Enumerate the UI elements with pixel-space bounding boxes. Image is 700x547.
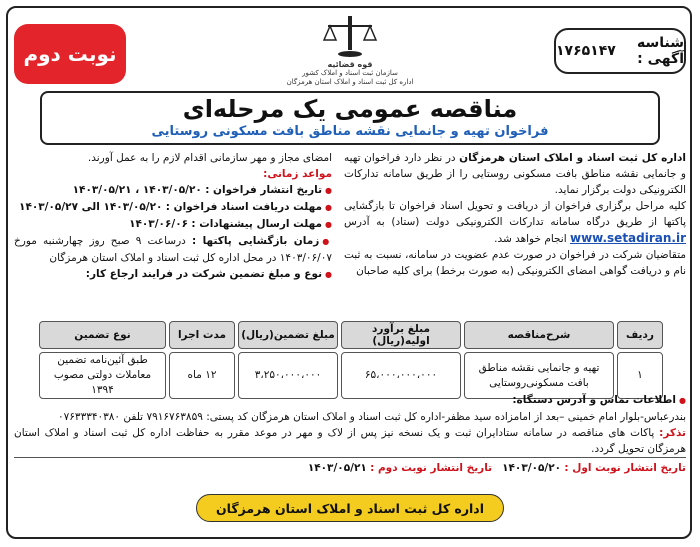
title-box — [40, 91, 660, 145]
documents-value: ۱۴۰۳/۰۵/۲۰ الی ۱۴۰۳/۰۵/۲۷ — [19, 201, 163, 213]
schedule-item-opening — [14, 233, 332, 266]
intro-p2a: کلیه مراحل برگزاری فراخوان از دریافت و تحویل اسناد فراخوان تا بازگشایی پاکتها از طریق درگاه سامانه تدارکات الکترونیکی دولت (ستاد) به آدرس — [344, 200, 686, 228]
cell-duration: ۱۲ ماه — [169, 352, 235, 399]
schedule-intro: امضای مجاز و مهر سازمانی اقدام لازم را به عمل آورند. — [87, 152, 332, 164]
opening-value: درساعت ۹ صبح روز چهارشنبه مورخ ۱۴۰۳/۰۶/۰۷ در محل اداره کل ثبت اسناد و املاک استان هرمزگان — [14, 235, 332, 264]
intro-p2b: انجام خواهد شد. — [494, 233, 567, 245]
intro-column — [344, 150, 686, 279]
emblem-caption — [280, 60, 420, 87]
intro-p3: متقاضیان شرکت در فراخوان در صورت عدم عضویت در سامانه، نسبت به ثبت نام و دریافت گواهی امضای الکترونیکی (به صورت برخط) برای کلیه صاحبان — [344, 249, 686, 277]
col-guarantee-amount: مبلغ تضمین(ریال) — [238, 321, 338, 349]
notice-id-box — [554, 28, 686, 74]
contact-section — [14, 392, 686, 476]
setadiran-link[interactable]: www.setadiran.ir — [569, 231, 686, 245]
proposals-label: ● مهلت ارسال پیشنهادات : — [191, 218, 332, 230]
col-estimate: مبلغ برآورد اولیه(ریال) — [341, 321, 461, 349]
contact-heading: ● اطلاعات تماس و آدرس دستگاه: — [14, 392, 686, 409]
col-description: شرح‌مناقصه — [464, 321, 614, 349]
notice-id-label: شناسه آگهی : — [637, 35, 684, 67]
organization-name: اداره کل ثبت اسناد و املاک استان هرمزگان — [459, 152, 686, 164]
proposals-value: ۱۴۰۳/۰۶/۰۶ — [129, 218, 189, 230]
emblem-line2: اداره کل ثبت اسناد و املاک استان هرمزگان — [286, 78, 414, 86]
pub1-label: تاریخ انتشار نوبت اول : — [564, 462, 686, 474]
notice-id-number: ۱۷۶۵۱۴۷ — [556, 43, 616, 59]
opening-label: ● زمان بازگشایی پاکتها : — [192, 235, 332, 247]
pub2-value: ۱۴۰۳/۰۵/۲۱ — [307, 462, 367, 474]
schedule-item-documents — [14, 199, 332, 216]
cell-estimate: ۶۵،۰۰۰،۰۰۰،۰۰۰ — [341, 352, 461, 399]
documents-label: ● مهلت دریافت اسناد فراخوان : — [166, 201, 332, 213]
guarantee-heading: ● نوع و مبلغ تضمین شرکت در فرایند ارجاع کار: — [14, 266, 332, 283]
col-duration: مدت اجرا — [169, 321, 235, 349]
emblem-name: قوه قضائیه — [327, 60, 373, 69]
cell-description: تهیه و جانمایی نقشه مناطق بافت مسکونی‌روستایی — [464, 352, 614, 399]
note-text: پاکات های مناقصه در سامانه ستادایران ثبت و یک نسخه نیز پس از لاک و مهر در موعد مقرر به حفاظت اداره کل ثبت اسناد و املاک استان هرمزگان تحویل گردد. — [14, 427, 686, 455]
judiciary-emblem-icon — [320, 14, 380, 58]
publication-dates — [14, 457, 686, 476]
cell-guarantee-type: طبق آئین‌نامه تضمین معاملات دولتی مصوب ۱۳۹۴ — [39, 352, 166, 399]
table-header-row — [39, 321, 663, 349]
tender-table — [36, 318, 666, 402]
intro-p1: در نظر دارد فراخوان تهیه و جانمایی نقشه مناطق بافت مسکونی روستایی را از طریق سامانه تدارکات الکترونیکی دولت برگزار نماید. — [344, 152, 686, 196]
round-badge: نوبت دوم — [14, 24, 126, 84]
pub1-value: ۱۴۰۳/۰۵/۲۰ — [502, 462, 562, 474]
cell-guarantee-amount: ۳،۲۵۰،۰۰۰،۰۰۰ — [238, 352, 338, 399]
contact-address: بندرعباس-بلوار امام خمینی –بعد از امامزاده سید مظفر-اداره کل ثبت اسناد و املاک استان هرمزگان کد پستی: ۷۹۱۶۷۶۳۸۵۹ تلفن ۰۷۶۳۳۳۴۰۳۸۰ — [58, 411, 686, 423]
emblem-line1: سازمان ثبت اسناد و املاک کشور — [302, 69, 398, 77]
page-subtitle: فراخوان تهیه و جانمایی نقشه مناطق بافت مسکونی روستایی — [151, 124, 549, 139]
col-guarantee-type: نوع تضمین — [39, 321, 166, 349]
schedule-column — [14, 150, 332, 283]
schedule-heading: مواعد زمانی: — [263, 168, 332, 180]
publish-value: ۱۴۰۳/۰۵/۲۰ ، ۱۴۰۳/۰۵/۲۱ — [72, 184, 202, 196]
page-title: مناقصه عمومی یک مرحله‌ای — [182, 95, 518, 123]
col-row-no: ردیف — [617, 321, 663, 349]
publish-label: ● تاریخ انتشار فراخوان : — [205, 184, 332, 196]
schedule-item-publish — [14, 182, 332, 199]
schedule-item-proposals — [14, 216, 332, 233]
pub2-label: تاریخ انتشار نوبت دوم : — [370, 462, 493, 474]
note-label: تذکر: — [659, 427, 687, 439]
organization-footer: اداره کل ثبت اسناد و املاک استان هرمزگان — [196, 494, 504, 522]
cell-row-no: ۱ — [617, 352, 663, 399]
